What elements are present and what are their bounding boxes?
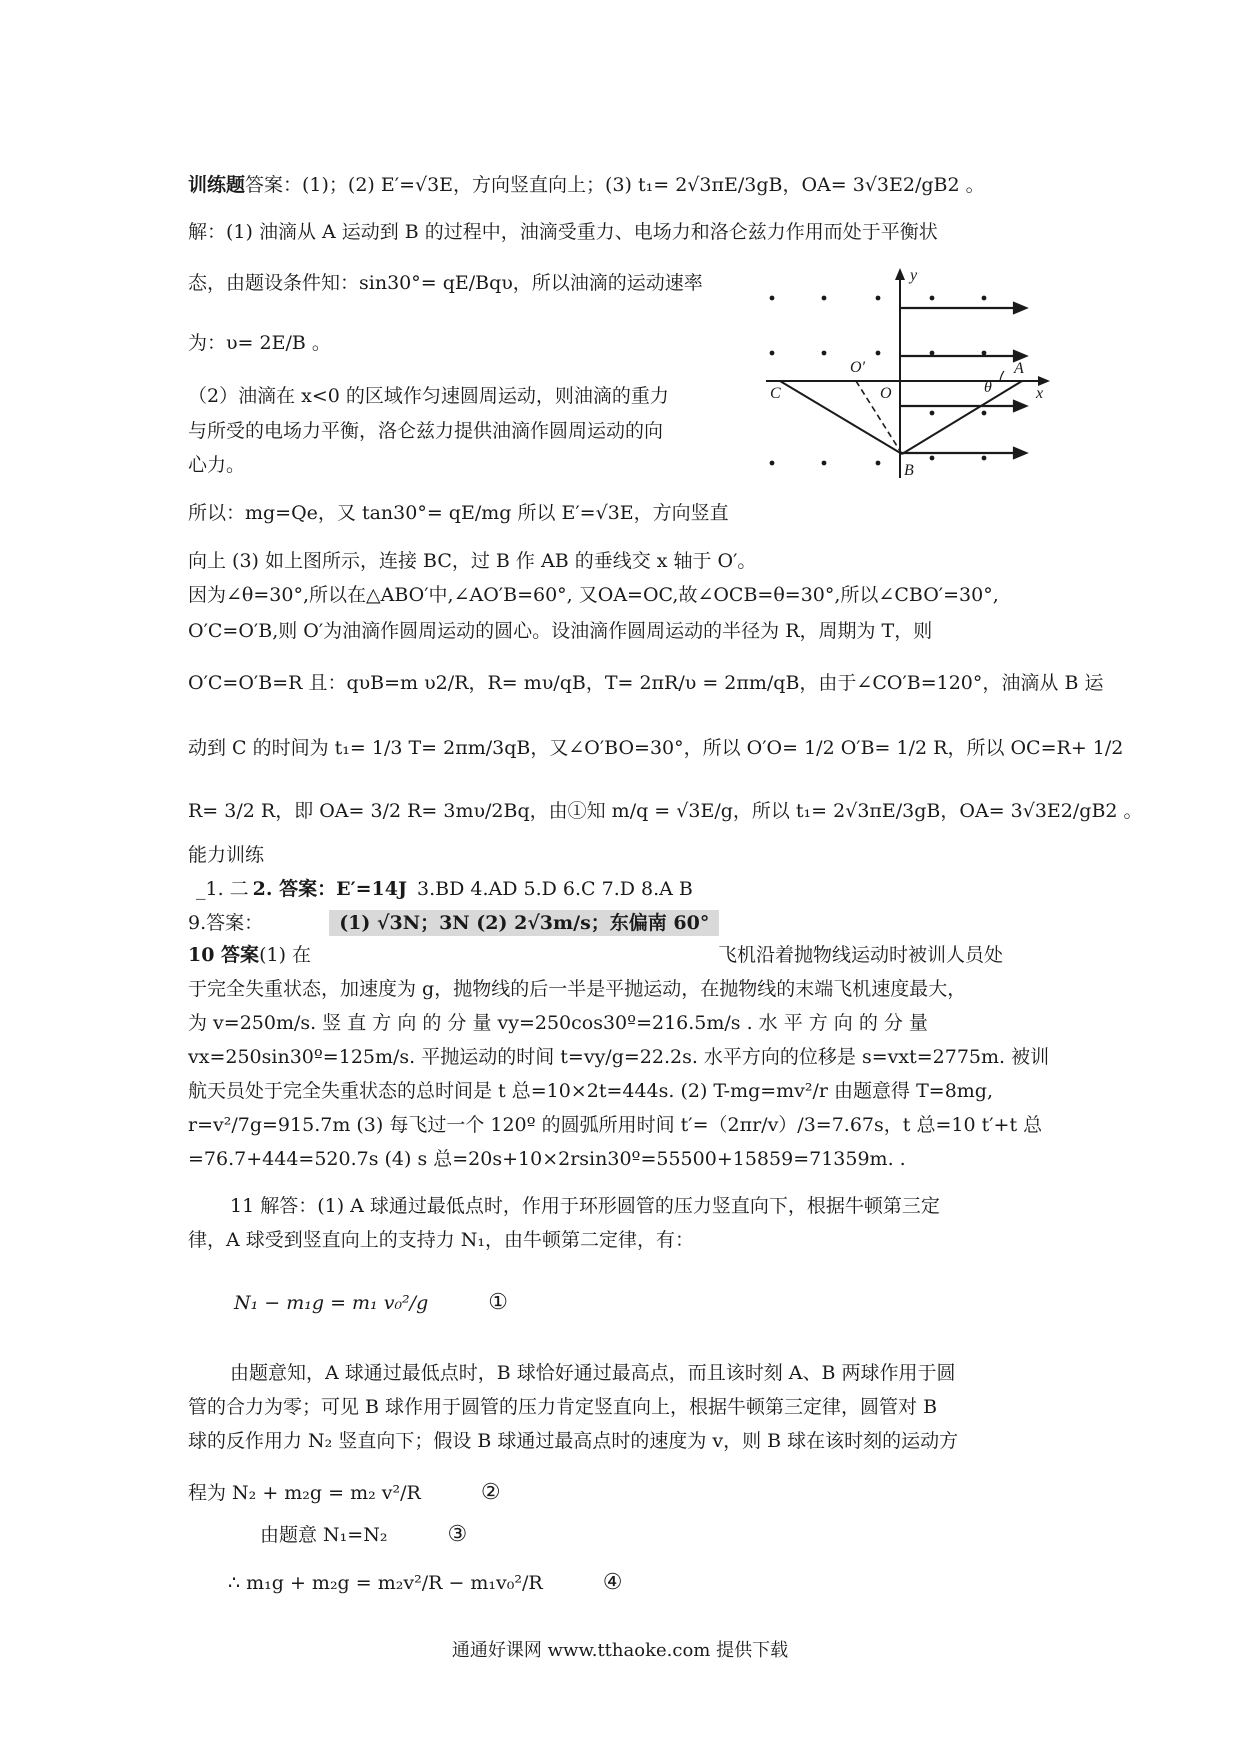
- answer-9-box: (1) √3N；3N (2) 2√3m/s；东偏南 60°: [329, 910, 719, 936]
- solution-line-12: O′C=O′B=R 且：qυB=m υ2/R，R= mυ/qB，T= 2πR/υ = 2πm/qB，由于∠CO′B=120°，油滴从 B 运: [188, 672, 1104, 694]
- answer-line-1: 训练题答案：(1)；(2) E′=√3E，方向竖直向上；(3) t₁= 2√3πE/3gB，OA= 3√3E2/gB2 。: [188, 174, 985, 196]
- solution-line-6: 与所受的电场力平衡，洛仑兹力提供油滴作圆周运动的向: [188, 420, 664, 442]
- c-label: C: [770, 385, 781, 402]
- solution-line-11: O′C=O′B,则 O′为油滴作圆周运动的圆心。设油滴作圆周运动的半径为 R，周期为 T，则: [188, 620, 933, 642]
- solution-line-8: 所以：mg=Qe，又 tan30°= qE/mg 所以 E′=√3E，方向竖直: [188, 502, 729, 524]
- o-label: O: [880, 385, 892, 402]
- solution-line-10: 因为∠θ=30°,所以在△ABO′中,∠AO′B=60°, 又OA=OC,故∠OCB=θ=30°,所以∠CBO′=30°,: [188, 584, 999, 606]
- answer-11-line-2: 律，A 球受到竖直向上的支持力 N₁，由牛顿第二定律，有：: [188, 1229, 695, 1251]
- answer-10-line-2: 于完全失重状态，加速度为 g，抛物线的后一半是平抛运动，在抛物线的末端飞机速度最大，: [188, 978, 967, 1000]
- solution-line-2: 解：(1) 油滴从 A 运动到 B 的过程中，油滴受重力、电场力和洛仑兹力作用而处于平衡状: [188, 221, 938, 243]
- answer-11-line-4: 管的合力为零；可见 B 球作用于圆管的压力肯定竖直向上，根据牛顿第三定律，圆管对 B: [188, 1396, 938, 1418]
- equation-2: 程为 N₂ + m₂g = m₂ v²/R ②: [188, 1480, 501, 1505]
- theta-label: θ: [984, 379, 992, 396]
- section-title-ability: 能力训练: [188, 844, 265, 866]
- answer-10-line-3: 为 v=250m/s. 竖 直 方 向 的 分 量 vy=250cos30º=216.5m/s . 水 平 方 向 的 分 量: [188, 1012, 928, 1034]
- field-diagram: [752, 268, 1052, 483]
- answer-11-line-5: 球的反作用力 N₂ 竖直向下；假设 B 球通过最高点时的速度为 v，则 B 球在该时刻的运动方: [188, 1430, 959, 1452]
- x-label: x: [1036, 385, 1044, 402]
- answer-10-line-7: =76.7+444=520.7s (4) s 总=20s+10×2rsin30º=55500+15859=71359m. .: [188, 1148, 906, 1170]
- answer-10-line: 10 答案(1) 在 飞机沿着抛物线运动时被训人员处: [188, 944, 1004, 966]
- solution-line-4: 为：υ= 2E/B 。: [188, 332, 331, 354]
- b-label: B: [904, 462, 914, 479]
- solution-line-5: （2）油滴在 x<0 的区域作匀速圆周运动，则油滴的重力: [188, 385, 669, 407]
- answer-10-line-5: 航天员处于完全失重状态的总时间是 t 总=10×2t=444s. (2) T-mg=mv²/r 由题意得 T=8mg,: [188, 1080, 993, 1102]
- answers-line-16: _1. 二 2. 答案：E′=14J 3.BD 4.AD 5.D 6.C 7.D 8.A B: [196, 878, 693, 900]
- equation-4: ∴ m₁g + m₂g = m₂v²/R − m₁v₀²/R ④: [228, 1570, 623, 1595]
- y-label: y: [910, 268, 918, 284]
- a-label: A: [1014, 360, 1024, 377]
- solution-line-9: 向上 (3) 如上图所示，连接 BC，过 B 作 AB 的垂线交 x 轴于 O′。: [188, 550, 757, 572]
- answer-9: 9.答案： (1) √3N；3N (2) 2√3m/s；东偏南 60°: [188, 910, 719, 936]
- page-footer: 通通好课网 www.tthaoke.com 提供下载: [451, 1640, 789, 1661]
- answer-11-line-3: 由题意知，A 球通过最低点时，B 球恰好通过最高点，而且该时刻 A、B 两球作用于圆: [230, 1362, 956, 1384]
- answer-10-line-4: vx=250sin30º=125m/s. 平抛运动的时间 t=vy/g=22.2s. 水平方向的位移是 s=vxt=2775m. 被训: [188, 1046, 1050, 1068]
- equation-1: N₁ − m₁g = m₁ v₀²/g ①: [234, 1290, 508, 1315]
- solution-line-3: 态，由题设条件知：sin30°= qE/Bqυ，所以油滴的运动速率: [188, 272, 703, 294]
- solution-line-13: 动到 C 的时间为 t₁= 1/3 T= 2πm/3qB，又∠O′BO=30°，所以 O′O= 1/2 O′B= 1/2 R，所以 OC=R+ 1/2: [188, 737, 1124, 759]
- answer-11-line-1: 11 解答：(1) A 球通过最低点时，作用于环形圆管的压力竖直向下，根据牛顿第三定: [230, 1195, 940, 1217]
- solution-line-7: 心力。: [188, 454, 246, 476]
- answer-10-line-6: r=v²/7g=915.7m (3) 每飞过一个 120º 的圆弧所用时间 t′=（2πr/v）/3=7.67s，t 总=10 t′+t 总: [188, 1114, 1043, 1136]
- equation-3: 由题意 N₁=N₂ ③: [260, 1522, 468, 1547]
- o-prime-label: O′: [850, 359, 866, 376]
- solution-line-14: R= 3/2 R，即 OA= 3/2 R= 3mυ/2Bq，由①知 m/q = √3E/g，所以 t₁= 2√3πE/3gB，OA= 3√3E2/gB2 。: [188, 800, 1143, 822]
- section-title-training: 训练题: [188, 174, 246, 196]
